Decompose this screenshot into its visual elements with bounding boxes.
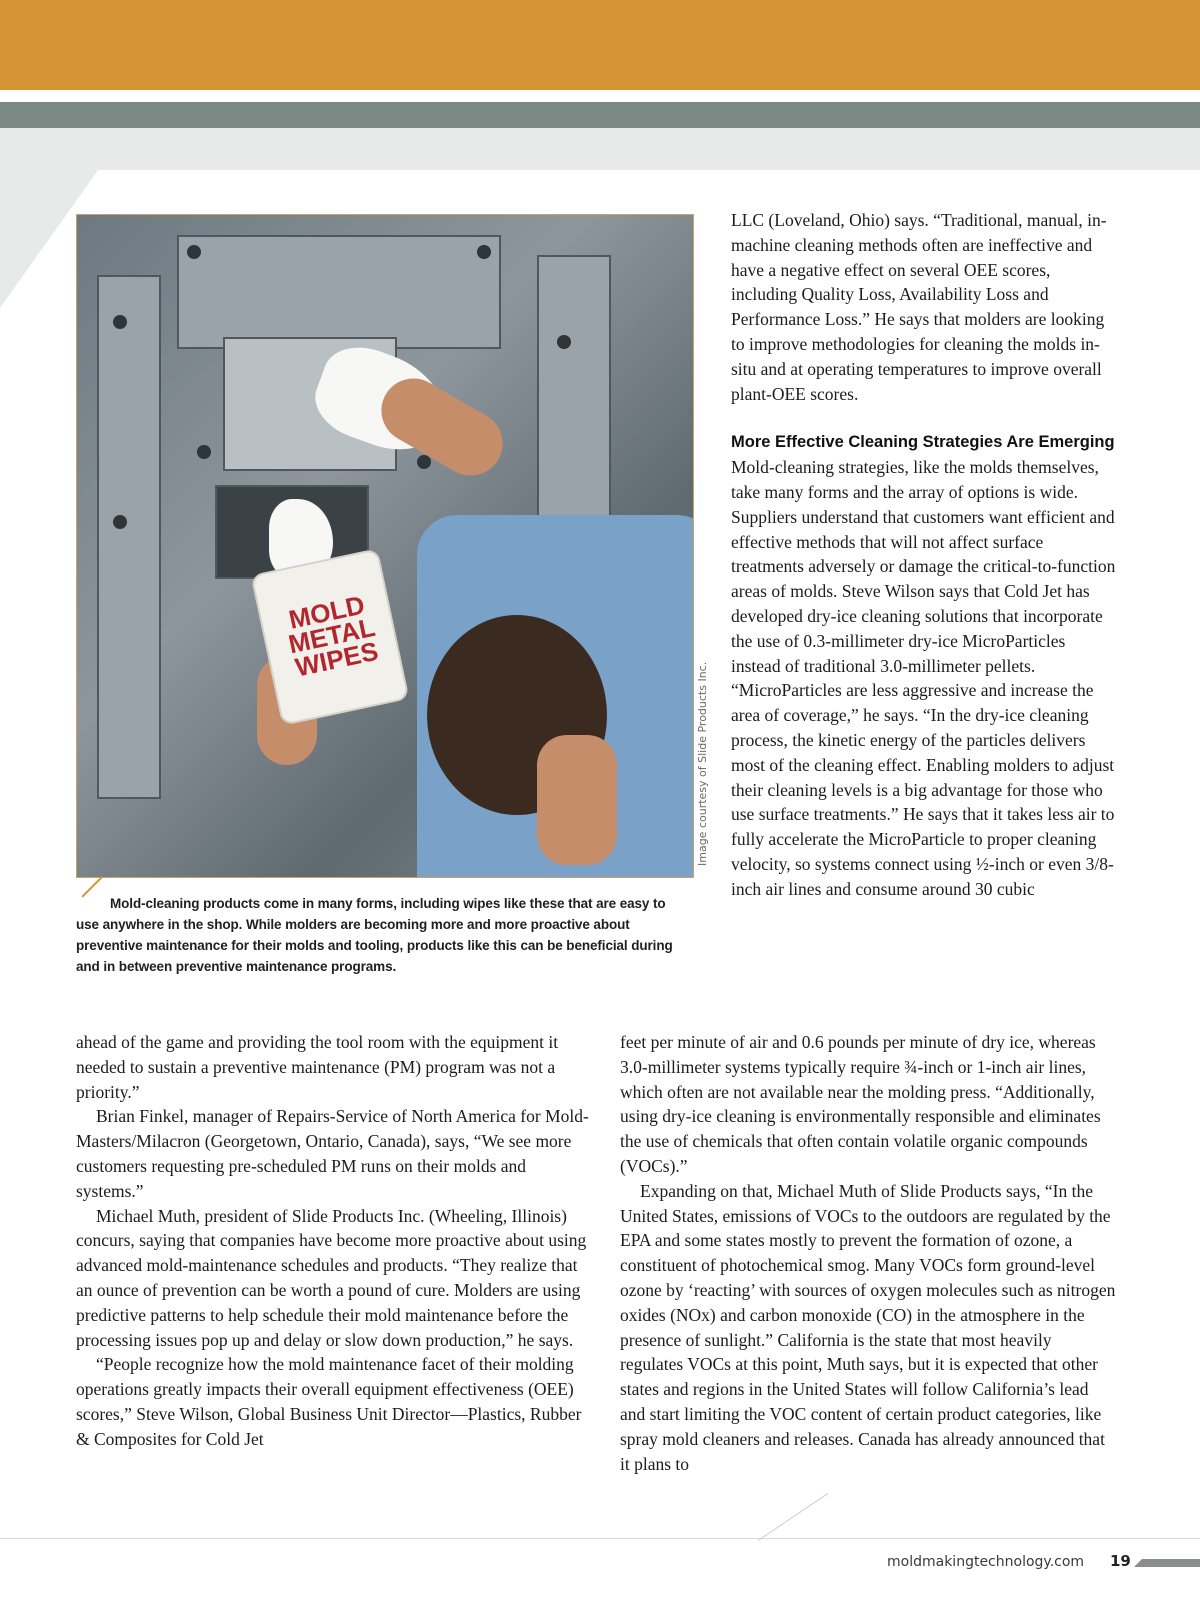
paragraph: Expanding on that, Michael Muth of Slide Products says, “In the United States, emissions of VOCs to the outdoors are regulated by the EPA and some states mostly to prevent the formation of ozone, a constituent of photochemical smog. Many VOCs form ground-level ozone by ‘reacting’ with sources of oxygen molecules such as nitrogen oxides (NOx) and carbon monoxide (CO) in the atmosphere in the presence of sunlight.” California is the state that most heavily regulates VOCs at this point, Muth says, but it is expected that other states and regions in the United States will follow California’s lead and start limiting the VOC content of certain product categories, like spray mold cleaners and releases. Canada has already announced that it plans to [620,1180,1116,1474]
caption-text: Mold-cleaning products come in many forms, including wipes like these that are easy to use anywhere in the shop. While molders are becoming more and more proactive about preventive maintenance for their molds and tooling, products like this can be beneficial during and in between preventive maintenance programs. [76,896,673,974]
paragraph: Michael Muth, president of Slide Products Inc. (Wheeling, Illinois) concurs, saying that companies have become more proactive about using advanced mold-maintenance schedules and products. “They realize that an ounce of prevention can be worth a pound of cure. Molders are using predictive patterns to help schedule their mold maintenance before the processing issues pop up and delay or slow down production,” he says. [76,1205,587,1350]
paragraph: Brian Finkel, manager of Repairs-Service of North America for Mold-Masters/Milacron (Georgetown, Ontario, Canada), says, “We see more customers requesting pre-scheduled PM runs on their molds and systems.” [76,1106,589,1201]
page-number: 19 [1110,1552,1131,1570]
right-column [731,208,1116,902]
article-photo [76,214,694,878]
bolt-hole [187,245,201,259]
left-column [76,1030,596,1452]
photo-caption [76,893,676,977]
right-lower-column [620,1030,1118,1476]
footer-rule [0,1538,1200,1539]
bolt-hole [417,455,431,469]
bolt-hole [113,515,127,529]
header-light-band [0,128,1200,170]
mold-plate [177,235,501,349]
paragraph: “People recognize how the mold maintenance facet of their molding operations greatly impacts their overall equipment effectiveness (OEE) scores,” Steve Wilson, Global Business Unit Director—Plastics, Rubber & Composites for Cold Jet [76,1354,582,1449]
bolt-hole [557,335,571,349]
header-gray-band [0,102,1200,128]
bolt-hole [113,315,127,329]
footer-accent-bar [1134,1559,1200,1567]
paragraph: feet per minute of air and 0.6 pounds per minute of dry ice, whereas 3.0-millimeter systems typically require ¾-inch or 1-inch air lines, which often are not available near the molding press. “Additionally, using dry-ice cleaning is environmentally responsible and eliminates the use of chemicals that often contain volatile organic compounds (VOCs).” [620,1032,1101,1176]
worker-neck [537,735,617,865]
photo-credit: Image courtesy of Slide Products Inc. [696,661,709,866]
bolt-hole [197,445,211,459]
paragraph: Mold-cleaning strategies, like the molds themselves, take many forms and the array of options is wide. Suppliers understand that customers want efficient and effective methods that will not affect surface treatments adversely or damage the critical-to-function areas of molds. Steve Wilson says that Cold Jet has developed dry-ice cleaning solutions that incorporate the use of 0.3-millimeter dry-ice MicroParticles instead of traditional 3.0-millimeter pellets. “MicroParticles are less aggressive and increase the area of coverage,” he says. “In the dry-ice cleaning process, the kinetic energy of the particles delivers most of the cleaning effect. Enabling molders to adjust their cleaning levels is a big advantage for those who use surface treatments.” He says that it takes less air to fully accelerate the MicroParticle to proper cleaning velocity, so systems connect using ½-inch or even 3/8-inch air lines and consume around 30 cubic [731,457,1116,899]
paragraph: ahead of the game and providing the tool room with the equipment it needed to sustain a preventive maintenance (PM) program was not a priority.” [76,1032,559,1102]
footer-website-link[interactable]: moldmakingtechnology.com [887,1554,1085,1570]
mold-rail-left [97,275,161,799]
wipes-label: MOLD METAL WIPES [285,589,381,683]
header-orange-band [0,0,1200,90]
paragraph: LLC (Loveland, Ohio) says. “Traditional, manual, in-machine cleaning methods often are ineffective and have a negative effect on several OEE scores, including Quality Loss, Availability Loss and Performance Loss.” He says that molders are looking to improve methodologies for cleaning the molds in-situ and at operating temperatures to improve overall plant-OEE scores. [731,210,1107,404]
footer-diagonal [758,1493,828,1541]
bolt-hole [477,245,491,259]
section-subhead: More Effective Cleaning Strategies Are Emerging [731,433,1115,452]
